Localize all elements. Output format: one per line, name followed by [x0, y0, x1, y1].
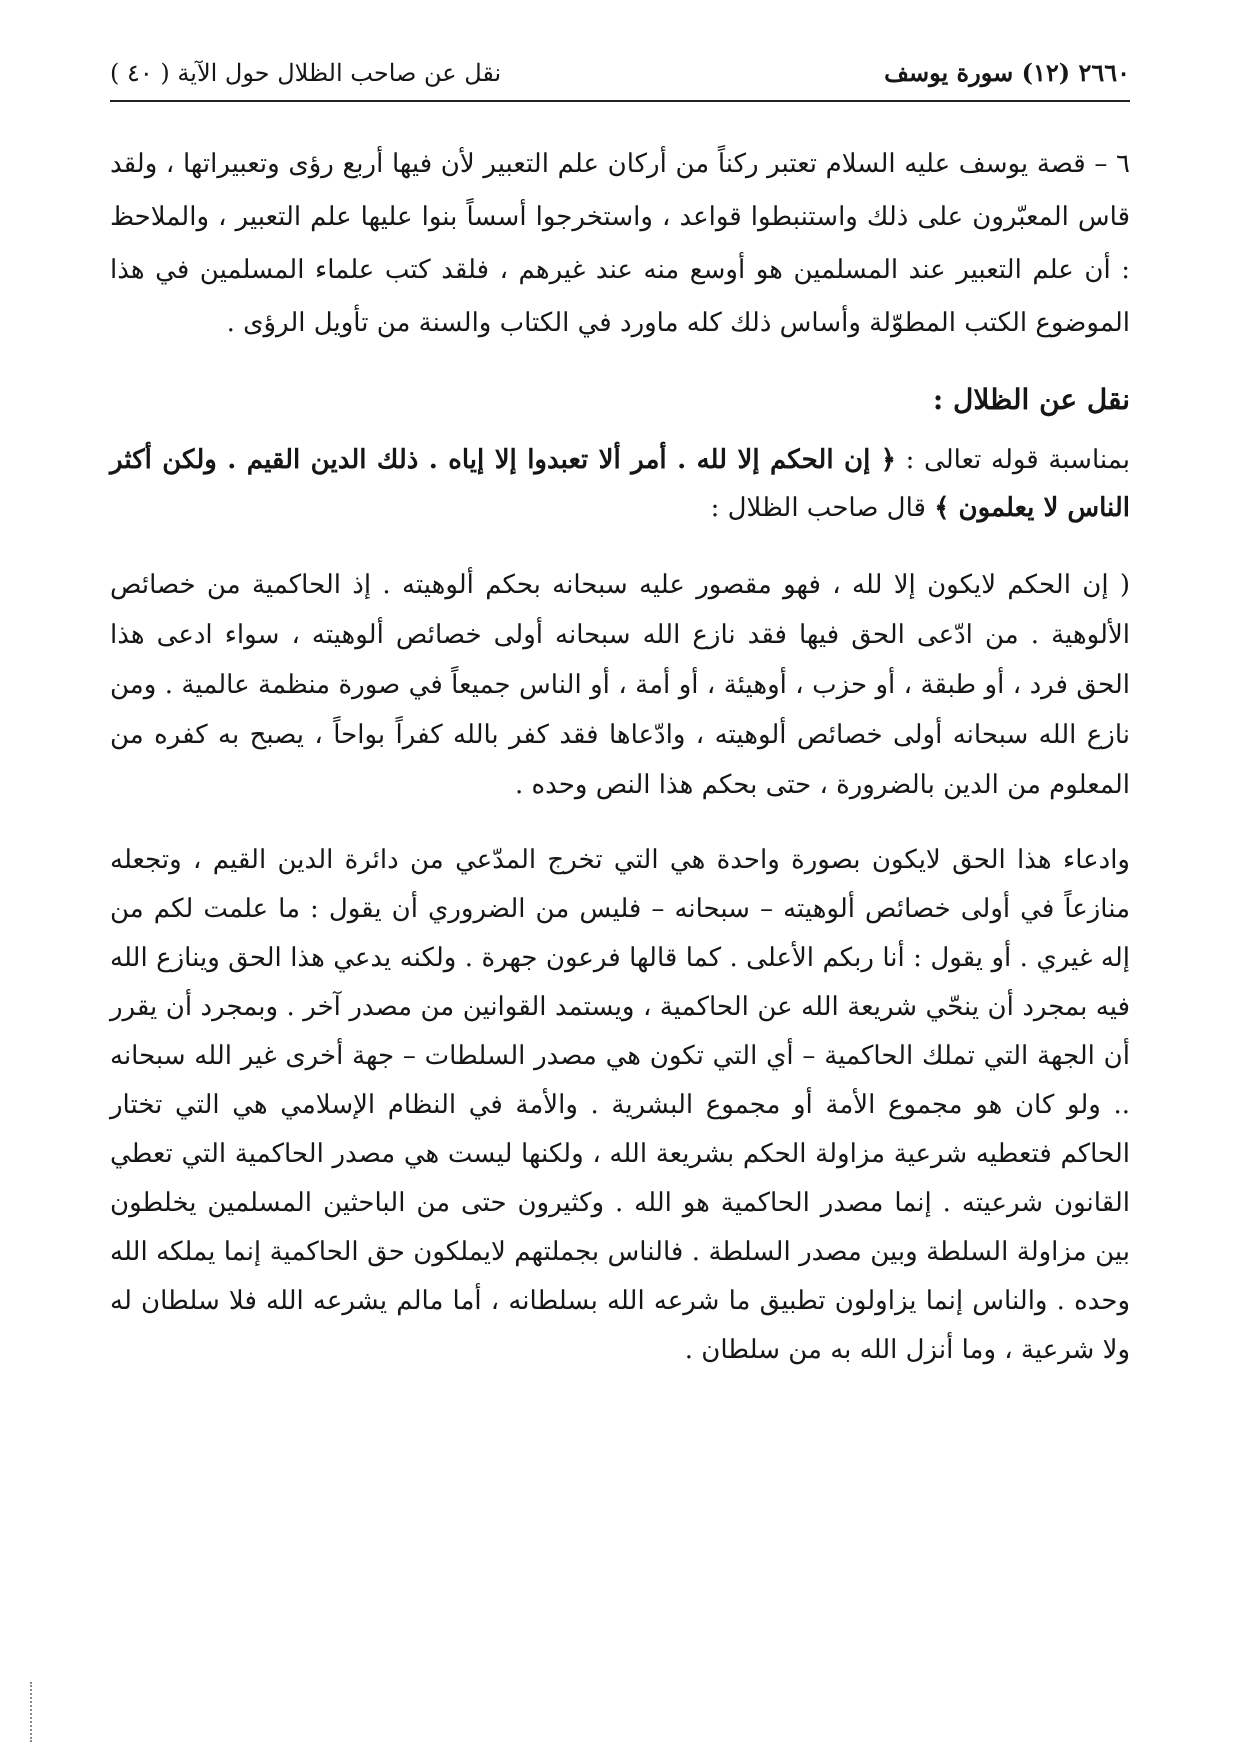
intro-lead: بمناسبة قوله تعالى : [896, 445, 1130, 475]
intro-tail: قال صاحب الظلال : [710, 493, 935, 523]
quranic-verse: ﴿ إن الحكم إلا لله . أمر ألا تعبدوا إلا إياه . ذلك الدين القيم . ولكن أكثر الناس لا يعلمون ﴾ [110, 445, 1130, 523]
page-header [110, 50, 1130, 96]
page-number-and-surah: ٢٦٦٠ (١٢) سورة يوسف [884, 58, 1130, 87]
page-body [110, 138, 1130, 1375]
running-title: نقل عن صاحب الظلال حول الآية ( ٤٠ ) [110, 59, 502, 87]
intro-paragraph [110, 436, 1130, 532]
paragraph-point-six: ٦ – قصة يوسف عليه السلام تعتبر ركناً من أركان علم التعبير لأن فيها أربع رؤى وتعبيراتها ، ولقد قاس المعبّرون على ذلك واستنبطوا قواعد ، واستخرجوا أسساً بنوا عليها علم التعبير ، والملاحظ : أن علم التعبير عند المسلمين هو أوسع منه عند غيرهم ، فلقد كتب علماء المسلمين في هذا الموضوع الكتب المطوّلة وأساس ذلك كله ماورد في الكتاب والسنة من تأويل الرؤى . [110, 149, 1130, 338]
section-heading: نقل عن الظلال : [932, 383, 1130, 416]
quote-paragraph-2: وادعاء هذا الحق لايكون بصورة واحدة هي التي تخرج المدّعي من دائرة الدين القيم ، وتجعله منازعاً في أولى خصائص ألوهيته – سبحانه – فليس من الضروري أن يقول : ما علمت لكم من إله غيري . أو يقول : أنا ربكم الأعلى . كما قالها فرعون جهرة . ولكنه يدعي هذا الحق وينازع الله فيه بمجرد أن ينحّي شريعة الله عن الحاكمية ، ويستمد القوانين من مصدر آخر . وبمجرد أن يقرر أن الجهة التي تملك الحاكمية – أي التي تكون هي مصدر السلطات – جهة أخرى غير الله سبحانه .. ولو كان هو مجموع الأمة أو مجموع البشرية . والأمة في النظام الإسلامي هي التي تختار الحاكم فتعطيه شرعية مزاولة الحكم بشريعة الله ، ولكنها ليست هي مصدر الحاكمية التي تعطي القانون شرعيته . إنما مصدر الحاكمية هو الله . وكثيرون حتى من الباحثين المسلمين يخلطون بين مزاولة السلطة وبين مصدر السلطة . فالناس بجملتهم لايملكون حق الحاكمية إنما يملكه الله وحده . والناس إنما يزاولون تطبيق ما شرعه الله بسلطانه ، أما مالم يشرعه الله فلا سلطان له ولا شرعية ، وما أنزل الله به من سلطان . [110, 845, 1130, 1365]
header-rule [110, 100, 1130, 102]
quote-paragraph-1: ( إن الحكم لايكون إلا لله ، فهو مقصور عليه سبحانه بحكم ألوهيته . إذ الحاكمية من خصائص الألوهية . من ادّعى الحق فيها فقد نازع الله سبحانه أولى خصائص ألوهيته ، سواء ادعى هذا الحق فرد ، أو طبقة ، أو حزب ، أوهيئة ، أو أمة ، أو الناس جميعاً في صورة منظمة عالمية . ومن نازع الله سبحانه أولى خصائص ألوهيته ، وادّعاها فقد كفر بالله كفراً بواحاً ، يصبح به كفره من المعلوم من الدين بالضرورة ، حتى بحكم هذا النص وحده . [110, 570, 1130, 800]
book-page [110, 50, 1130, 1710]
scan-edge-mark [30, 1682, 36, 1742]
